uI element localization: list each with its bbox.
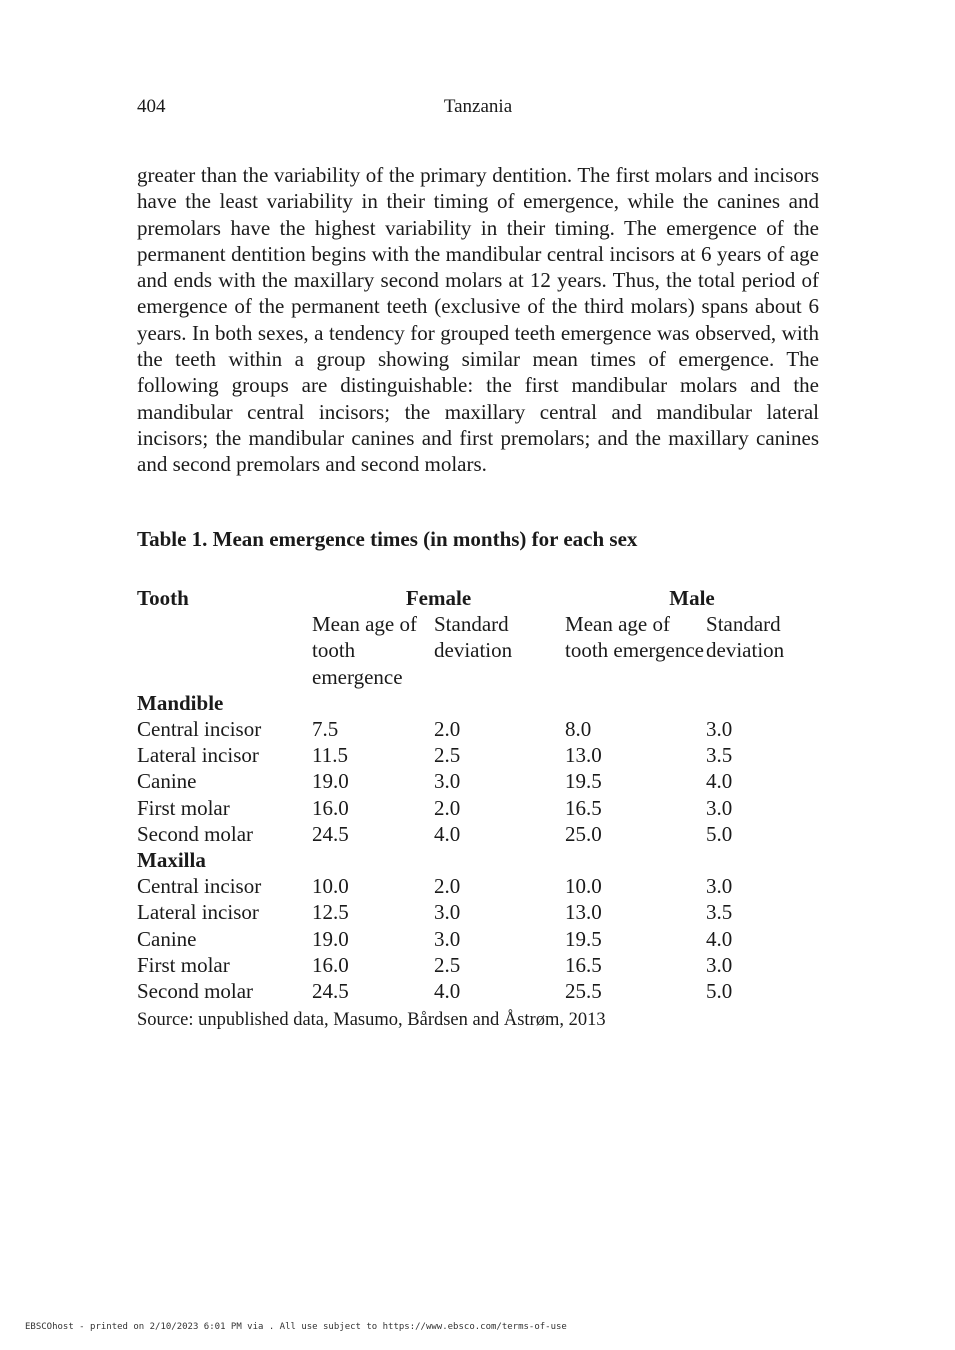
emergence-table [137, 585, 819, 1004]
cell-tooth: Lateral incisor [137, 743, 259, 768]
running-title: Tanzania [443, 96, 513, 117]
table-source: Source: unpublished data, Masumo, Bårdsen and Åstrøm, 2013 [137, 1010, 606, 1030]
cell-female-mean: 16.0 [312, 795, 349, 820]
cell-female-mean: 7.5 [312, 717, 339, 742]
cell-female-mean: 24.5 [312, 979, 349, 1004]
cell-tooth: First molar [137, 795, 230, 820]
cell-tooth: Central incisor [137, 717, 262, 742]
cell-female-mean: 19.0 [312, 769, 349, 794]
cell-male-sd: 3.5 [706, 743, 733, 768]
table-row [137, 742, 819, 768]
header-male: Male [669, 586, 715, 610]
table-group-row [137, 847, 819, 873]
table-row [137, 899, 819, 925]
page-number: 404 [137, 96, 166, 117]
cell-female-sd: 2.0 [434, 717, 461, 742]
table-row [137, 952, 819, 978]
cell-female-mean: 24.5 [312, 821, 349, 846]
cell-female-sd: 2.0 [434, 874, 461, 899]
table-title: Table 1. Mean emergence times (in months) for each sex [137, 527, 638, 551]
print-footer: EBSCOhost - printed on 2/10/2023 6:01 PM via . All use subject to https://www.ebsco.com/terms-of-use [25, 1322, 567, 1332]
group-label: Mandible [137, 690, 224, 715]
cell-male-sd: 4.0 [706, 769, 733, 794]
table-row [137, 795, 819, 821]
cell-female-mean: 19.0 [312, 926, 349, 951]
cell-male-sd: 3.0 [706, 717, 733, 742]
cell-male-sd: 5.0 [706, 821, 733, 846]
cell-male-mean: 19.5 [565, 769, 602, 794]
cell-female-mean: 16.0 [312, 952, 349, 977]
table-row [137, 821, 819, 847]
cell-female-mean: 10.0 [312, 874, 349, 899]
cell-tooth: Lateral incisor [137, 900, 259, 925]
subheader-male-mean: Mean age of tooth emergence [565, 612, 704, 663]
cell-female-sd: 3.0 [434, 900, 461, 925]
table-body [137, 690, 819, 1004]
cell-male-sd: 3.0 [706, 952, 733, 977]
cell-male-sd: 3.5 [706, 900, 733, 925]
subheader-female-mean: Mean age of tooth emergence [312, 612, 417, 689]
cell-female-mean: 12.5 [312, 900, 349, 925]
cell-male-sd: 3.0 [706, 874, 733, 899]
cell-female-sd: 3.0 [434, 926, 461, 951]
table-row [137, 873, 819, 899]
cell-tooth: Second molar [137, 821, 254, 846]
cell-tooth: Canine [137, 769, 197, 794]
group-label: Maxilla [137, 848, 206, 873]
cell-male-mean: 13.0 [565, 900, 602, 925]
cell-tooth: Central incisor [137, 874, 262, 899]
subheader-male-sd: Standard deviation [706, 612, 785, 663]
cell-female-sd: 2.0 [434, 795, 461, 820]
table-group-row [137, 690, 819, 716]
table-row [137, 768, 819, 794]
cell-female-sd: 2.5 [434, 743, 461, 768]
cell-male-mean: 19.5 [565, 926, 602, 951]
page-header [137, 96, 819, 122]
cell-tooth: Second molar [137, 979, 254, 1004]
cell-male-mean: 8.0 [565, 717, 592, 742]
cell-male-mean: 10.0 [565, 874, 602, 899]
cell-male-mean: 16.5 [565, 952, 602, 977]
cell-male-sd: 3.0 [706, 795, 733, 820]
cell-female-mean: 11.5 [312, 743, 348, 768]
body-paragraph: greater than the variability of the primary dentition. The first molars and incisors have the least variability in their timing of emergence, while the canines and premolars have the highest variability in their timing. The emergence of the permanent dentition begins with the mandibular central incisors at 6 years of age and ends with the maxillary second molars at 12 years. Thus, the total period of emergence of the permanent teeth (exclusive of the third molars) spans about 6 years. In both sexes, a tendency for grouped teeth emergence was observed, with the teeth within a group showing similar mean times of emergence. The following groups are distinguishable: the first mandibular molars and the mandibular central incisors; the maxillary central and mandibular lateral incisors; the mandibular canines and first premolars; and the maxillary canines and second premolars and second molars. [137, 163, 819, 477]
header-female: Female [405, 586, 472, 610]
cell-female-sd: 3.0 [434, 769, 461, 794]
table-row [137, 716, 819, 742]
cell-male-mean: 25.5 [565, 979, 602, 1004]
cell-male-sd: 5.0 [706, 979, 733, 1004]
table-subheader-row [137, 611, 819, 690]
table-header-row [137, 585, 819, 611]
cell-male-mean: 25.0 [565, 821, 602, 846]
cell-male-mean: 13.0 [565, 743, 602, 768]
header-tooth: Tooth [137, 586, 189, 610]
cell-tooth: Canine [137, 926, 197, 951]
cell-male-sd: 4.0 [706, 926, 733, 951]
cell-tooth: First molar [137, 952, 230, 977]
cell-female-sd: 4.0 [434, 979, 461, 1004]
subheader-female-sd: Standard deviation [434, 612, 513, 663]
cell-female-sd: 4.0 [434, 821, 461, 846]
table-row [137, 926, 819, 952]
cell-female-sd: 2.5 [434, 952, 461, 977]
table-row [137, 978, 819, 1004]
cell-male-mean: 16.5 [565, 795, 602, 820]
subheader-empty [137, 611, 312, 690]
